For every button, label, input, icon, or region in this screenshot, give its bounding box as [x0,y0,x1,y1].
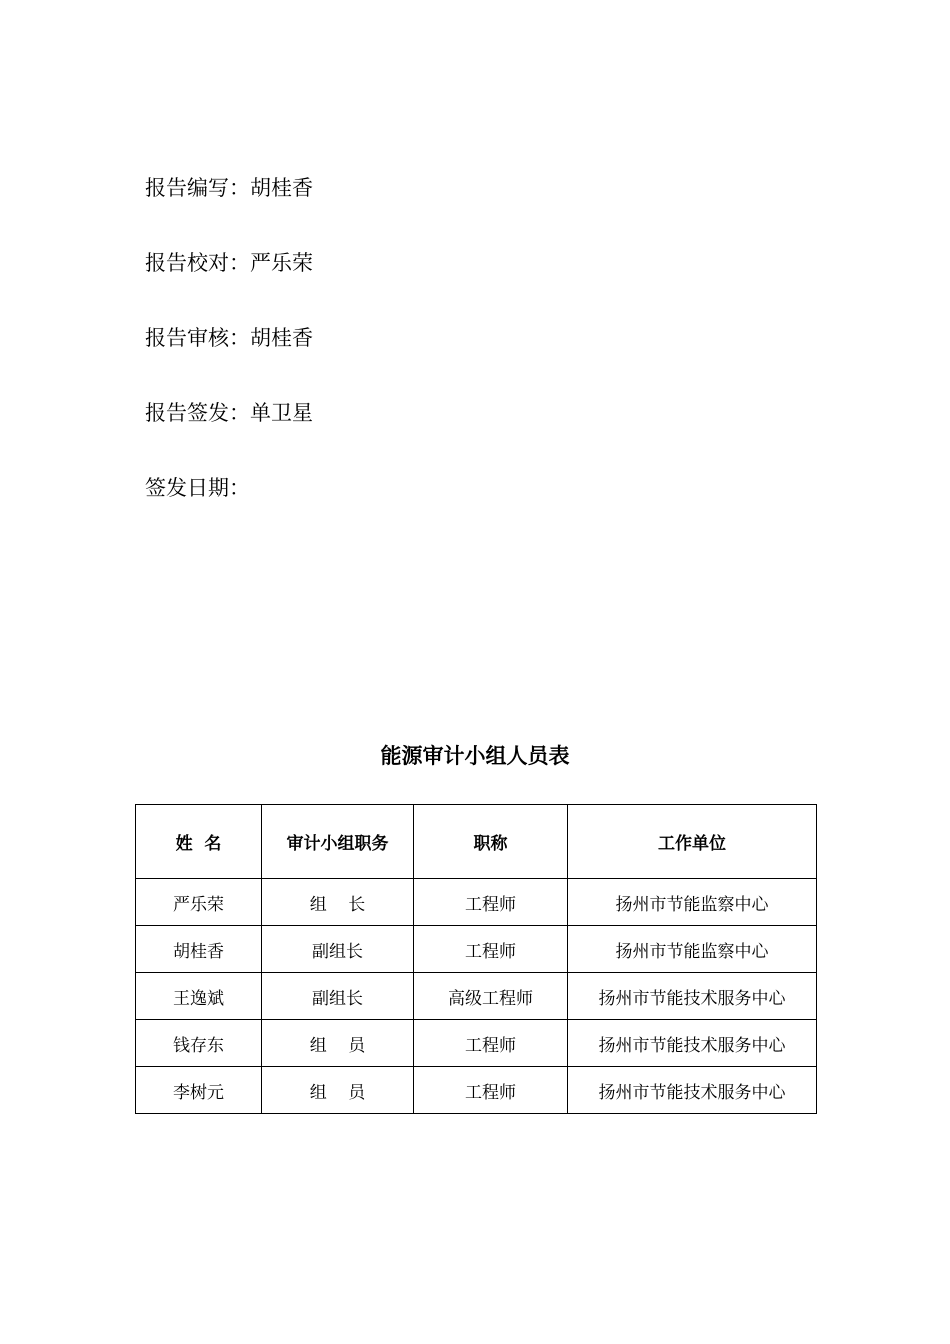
report-field-writer: 报告编写：胡桂香 [145,176,313,200]
audit-team-table [135,804,817,1114]
table-title: 能源审计小组人员表 [380,744,570,768]
cell-team-role: 组 长 [262,879,414,926]
table-row [136,1067,817,1114]
cell-title: 高级工程师 [414,973,568,1020]
cell-work-unit: 扬州市节能技术服务中心 [568,1067,817,1114]
cell-work-unit: 扬州市节能技术服务中心 [568,1020,817,1067]
report-field-issue-date: 签发日期： [145,476,250,500]
cell-title: 工程师 [414,1067,568,1114]
cell-team-role: 组 员 [262,1020,414,1067]
cell-name: 严乐荣 [136,879,262,926]
cell-name: 胡桂香 [136,926,262,973]
table-row [136,926,817,973]
cell-work-unit: 扬州市节能监察中心 [568,879,817,926]
table-row [136,879,817,926]
header-team-role: 审计小组职务 [262,805,414,879]
cell-work-unit: 扬州市节能技术服务中心 [568,973,817,1020]
table-row [136,1020,817,1067]
table-row [136,973,817,1020]
cell-title: 工程师 [414,1020,568,1067]
cell-title: 工程师 [414,926,568,973]
cell-work-unit: 扬州市节能监察中心 [568,926,817,973]
header-work-unit: 工作单位 [568,805,817,879]
report-field-issuer: 报告签发：单卫星 [145,401,313,425]
header-title: 职称 [414,805,568,879]
cell-team-role: 组 员 [262,1067,414,1114]
cell-name: 钱存东 [136,1020,262,1067]
header-name: 姓 名 [136,805,262,879]
table-header-row [136,805,817,879]
cell-team-role: 副组长 [262,926,414,973]
cell-name: 李树元 [136,1067,262,1114]
cell-name: 王逸斌 [136,973,262,1020]
cell-team-role: 副组长 [262,973,414,1020]
report-field-reviewer: 报告审核：胡桂香 [145,326,313,350]
cell-title: 工程师 [414,879,568,926]
report-field-proofreader: 报告校对：严乐荣 [145,251,313,275]
